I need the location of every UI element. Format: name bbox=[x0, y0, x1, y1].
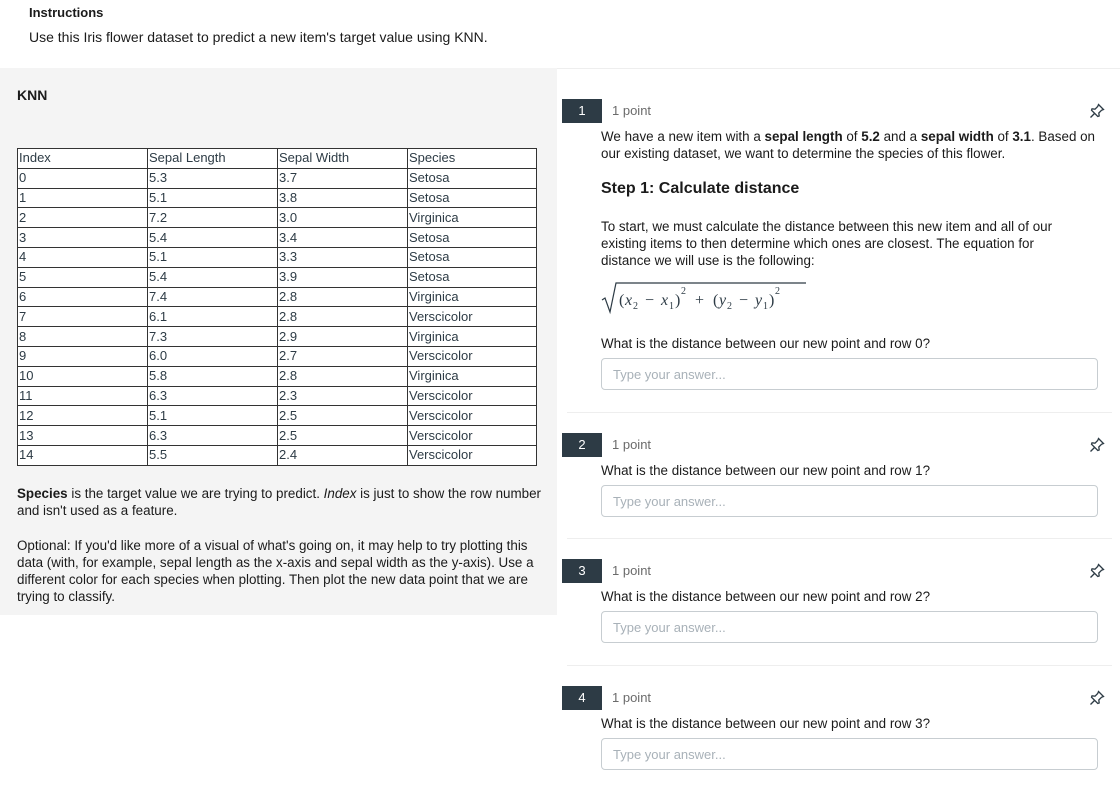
table-row bbox=[18, 366, 537, 386]
formula-minus-1: − bbox=[645, 292, 655, 309]
formula-lparen-2: ( bbox=[713, 292, 719, 309]
cell-index: 6 bbox=[18, 287, 148, 307]
question-number: 2 bbox=[562, 433, 602, 457]
formula-plus: + bbox=[695, 292, 705, 309]
question-points: 1 point bbox=[612, 437, 652, 452]
cell-sepal-width: 3.4 bbox=[278, 228, 408, 248]
cell-species: Verscicolor bbox=[408, 426, 537, 446]
cell-species: Setosa bbox=[408, 228, 537, 248]
cell-sepal-length: 6.3 bbox=[148, 426, 278, 446]
question-prompt: What is the distance between our new point and row 3? bbox=[601, 716, 931, 731]
cell-index: 5 bbox=[18, 267, 148, 287]
cell-sepal-length: 6.1 bbox=[148, 307, 278, 327]
cell-sepal-length: 5.4 bbox=[148, 228, 278, 248]
cell-index: 14 bbox=[18, 445, 148, 465]
pin-icon[interactable] bbox=[1087, 435, 1107, 455]
question-points: 1 point bbox=[612, 563, 652, 578]
cell-index: 4 bbox=[18, 247, 148, 267]
question-divider bbox=[567, 538, 1112, 539]
table-row bbox=[18, 228, 537, 248]
cell-species: Verscicolor bbox=[408, 406, 537, 426]
cell-sepal-length: 7.4 bbox=[148, 287, 278, 307]
table-header-row bbox=[18, 149, 537, 169]
cell-sepal-length: 5.3 bbox=[148, 168, 278, 188]
step-title: Step 1: Calculate distance bbox=[601, 180, 800, 197]
pin-icon[interactable] bbox=[1087, 688, 1107, 708]
question-number: 1 bbox=[562, 99, 602, 123]
table-row bbox=[18, 426, 537, 446]
cell-sepal-width: 3.3 bbox=[278, 247, 408, 267]
question-3 bbox=[562, 559, 1107, 649]
instructions-heading: Instructions bbox=[29, 5, 104, 20]
cell-sepal-length: 5.8 bbox=[148, 366, 278, 386]
column-header-sepal-width: Sepal Width bbox=[278, 149, 408, 169]
panel-title: KNN bbox=[17, 87, 48, 103]
cell-sepal-width: 2.4 bbox=[278, 445, 408, 465]
cell-sepal-length: 5.1 bbox=[148, 247, 278, 267]
step-text: To start, we must calculate the distance between this new item and all of our existing items to then determine which ones are closest. The equation for distance we will use is the following: bbox=[601, 219, 1053, 268]
column-header-species: Species bbox=[408, 149, 537, 169]
cell-species: Verscicolor bbox=[408, 445, 537, 465]
formula-sub-2a: 2 bbox=[633, 301, 638, 312]
table-row bbox=[18, 445, 537, 465]
answer-input[interactable] bbox=[601, 485, 1098, 517]
cell-sepal-length: 5.4 bbox=[148, 267, 278, 287]
question-number: 3 bbox=[562, 559, 602, 583]
cell-index: 7 bbox=[18, 307, 148, 327]
cell-sepal-length: 6.0 bbox=[148, 346, 278, 366]
cell-species: Verscicolor bbox=[408, 307, 537, 327]
cell-index: 0 bbox=[18, 168, 148, 188]
table-row bbox=[18, 287, 537, 307]
cell-index: 9 bbox=[18, 346, 148, 366]
cell-species: Setosa bbox=[408, 247, 537, 267]
cell-index: 1 bbox=[18, 188, 148, 208]
answer-input[interactable] bbox=[601, 358, 1098, 390]
cell-sepal-length: 5.1 bbox=[148, 188, 278, 208]
question-divider bbox=[567, 665, 1112, 666]
cell-sepal-width: 2.9 bbox=[278, 327, 408, 347]
question-intro: We have a new item with a sepal length of 5.2 and a sepal width of 3.1. Based on our existing dataset, we want to determine the species of this flower. bbox=[601, 129, 1096, 161]
cell-species: Verscicolor bbox=[408, 386, 537, 406]
formula-x1: x bbox=[661, 292, 669, 309]
table-row bbox=[18, 307, 537, 327]
cell-species: Setosa bbox=[408, 188, 537, 208]
formula-sub-1b: 1 bbox=[763, 301, 768, 312]
question-1 bbox=[562, 99, 1107, 399]
cell-index: 3 bbox=[18, 228, 148, 248]
distance-formula bbox=[601, 279, 821, 315]
species-note bbox=[17, 485, 542, 519]
question-prompt: What is the distance between our new point and row 2? bbox=[601, 589, 931, 604]
table-row bbox=[18, 346, 537, 366]
cell-sepal-length: 6.3 bbox=[148, 386, 278, 406]
cell-sepal-width: 2.8 bbox=[278, 366, 408, 386]
cell-sepal-length: 5.5 bbox=[148, 445, 278, 465]
question-4 bbox=[562, 686, 1107, 776]
note-part-2: is just to show the row number and isn't used as a feature. bbox=[17, 486, 542, 518]
knn-panel bbox=[0, 68, 557, 615]
cell-sepal-width: 2.8 bbox=[278, 307, 408, 327]
cell-sepal-length: 7.2 bbox=[148, 208, 278, 228]
cell-sepal-length: 7.3 bbox=[148, 327, 278, 347]
question-prompt: What is the distance between our new point and row 0? bbox=[601, 336, 931, 351]
formula-minus-2: − bbox=[739, 292, 749, 309]
pin-icon[interactable] bbox=[1087, 101, 1107, 121]
cell-sepal-width: 3.0 bbox=[278, 208, 408, 228]
formula-x2: x bbox=[625, 292, 633, 309]
question-number: 4 bbox=[562, 686, 602, 710]
cell-sepal-width: 2.7 bbox=[278, 346, 408, 366]
answer-input[interactable] bbox=[601, 611, 1098, 643]
cell-sepal-width: 2.3 bbox=[278, 386, 408, 406]
cell-index: 13 bbox=[18, 426, 148, 446]
index-word: Index bbox=[323, 486, 357, 501]
formula-sub-2b: 2 bbox=[727, 301, 732, 312]
species-word: Species bbox=[17, 486, 68, 501]
question-divider bbox=[567, 412, 1112, 413]
cell-sepal-width: 3.8 bbox=[278, 188, 408, 208]
cell-index: 2 bbox=[18, 208, 148, 228]
optional-note: Optional: If you'd like more of a visual of what's going on, it may help to try plotting this data (with, for example, sepal length as the x-axis and sepal width as the y-axis). Use a different color for each species when plotting. Then plot the new data point that we are trying to classify. bbox=[17, 538, 534, 604]
table-row bbox=[18, 247, 537, 267]
cell-species: Virginica bbox=[408, 208, 537, 228]
table-row bbox=[18, 267, 537, 287]
cell-species: Virginica bbox=[408, 327, 537, 347]
question-points: 1 point bbox=[612, 103, 652, 118]
formula-y1: y bbox=[755, 292, 763, 309]
cell-index: 12 bbox=[18, 406, 148, 426]
formula-rparen-1: ) bbox=[675, 292, 681, 309]
cell-species: Setosa bbox=[408, 267, 537, 287]
cell-species: Verscicolor bbox=[408, 346, 537, 366]
cell-sepal-width: 2.8 bbox=[278, 287, 408, 307]
answer-input[interactable] bbox=[601, 738, 1098, 770]
cell-sepal-width: 3.9 bbox=[278, 267, 408, 287]
note-part-1: is the target value we are trying to predict. bbox=[67, 486, 324, 501]
formula-lparen-1: ( bbox=[619, 292, 625, 309]
formula-y2: y bbox=[719, 292, 727, 309]
iris-table bbox=[17, 148, 537, 466]
column-header-index: Index bbox=[18, 149, 148, 169]
formula-sub-1a: 1 bbox=[669, 301, 674, 312]
cell-species: Virginica bbox=[408, 287, 537, 307]
formula-rparen-2: ) bbox=[769, 292, 775, 309]
cell-species: Virginica bbox=[408, 366, 537, 386]
cell-index: 11 bbox=[18, 386, 148, 406]
table-row bbox=[18, 188, 537, 208]
formula-exp-1: 2 bbox=[681, 286, 686, 297]
table-row bbox=[18, 327, 537, 347]
cell-sepal-width: 2.5 bbox=[278, 406, 408, 426]
question-prompt: What is the distance between our new point and row 1? bbox=[601, 463, 931, 478]
table-row bbox=[18, 208, 537, 228]
cell-species: Setosa bbox=[408, 168, 537, 188]
table-row bbox=[18, 386, 537, 406]
cell-sepal-width: 2.5 bbox=[278, 426, 408, 446]
pin-icon[interactable] bbox=[1087, 561, 1107, 581]
table-row bbox=[18, 406, 537, 426]
formula-exp-2: 2 bbox=[775, 286, 780, 297]
question-points: 1 point bbox=[612, 690, 652, 705]
instructions-header bbox=[0, 0, 1120, 69]
cell-sepal-length: 5.1 bbox=[148, 406, 278, 426]
instructions-text: Use this Iris flower dataset to predict a new item's target value using KNN. bbox=[29, 29, 488, 45]
cell-index: 8 bbox=[18, 327, 148, 347]
cell-sepal-width: 3.7 bbox=[278, 168, 408, 188]
column-header-sepal-length: Sepal Length bbox=[148, 149, 278, 169]
cell-index: 10 bbox=[18, 366, 148, 386]
question-2 bbox=[562, 433, 1107, 523]
table-row bbox=[18, 168, 537, 188]
